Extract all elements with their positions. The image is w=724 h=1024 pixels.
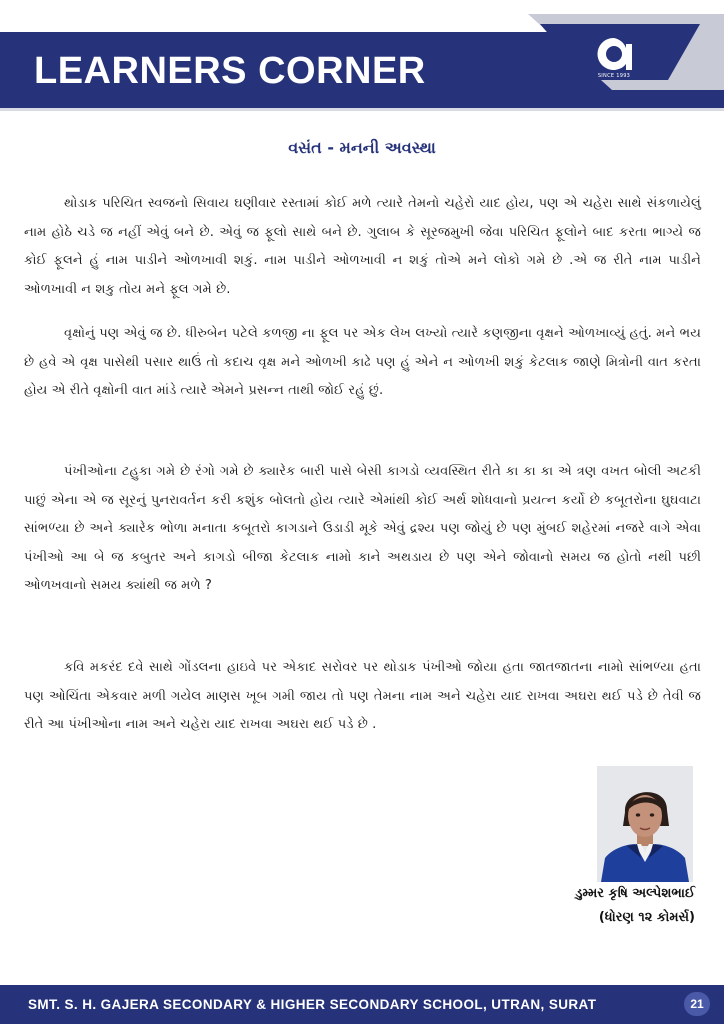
- article-paragraph-2: વૃક્ષોનું પણ એવું જ છે. ધીરુબેન પટેલે કળજી ના ફૂલ પર એક લેખ લખ્યો ત્યારે કણજીના વૃક્ષને ઓળખાવ્યું હતું. મને ભય છે હવે એ વૃક્ષ પાસેથી પસાર થાઉં તો કદાચ વૃક્ષ મને ઓળખી કાઢે પણ હું એને ન ઓળખી શકું કેટલાક જાણે મિત્રોની વાત કરતા હોય એ રીતે વૃક્ષોની વાત માંડે ત્યારે એમને પ્રસન્ન તાથી જોઈ રહું છું.: [24, 326, 701, 398]
- article-paragraph-3: પંખીઓના ટહુકા ગમે છે રંગો ગમે છે ક્યારેક બારી પાસે બેસી કાગડો વ્યવસ્થિત રીતે કા કા કા એ ત્રણ વખત બોલી અટકી પાછું એના એ જ સૂરનું પુનરાવર્તન કરી કશુંક બોલતો હોય ત્યારે એમાંથી કોઈ અર્થ શોધવાનો પ્રયત્ન કર્યો છે કબૂતરોના ઘુઘવાટા સાંભળ્યા છે અને ક્યારેક ભોળા મનાતા કબૂતરો કાગડાને ઉડાડી મૂકે એવું દ્રશ્ય પણ જોયું છે પણ મુંબઈ શહેરમાં નજરે વાગે એવા પંખીઓ આ બે જ કબુતર અને કાગડો બીજા કેટલાક નામો કાને અથડાય છે પણ એને જોવાનો સમય જ હોતો નથી પછી ઓળખવાનો સમય ક્યાંથી જ મળે ?: [24, 464, 701, 593]
- author-name: ડુમ્મર કૃષિ અલ્પેશભાઈ: [575, 886, 695, 901]
- section-title: LEARNERS CORNER: [34, 50, 426, 92]
- author-photo: [597, 766, 693, 882]
- school-logo-icon: [590, 34, 638, 74]
- page-number-badge: 21: [684, 992, 710, 1016]
- article-title: વસંત - મનની અવસ્થા: [288, 138, 436, 157]
- footer-school-name: SMT. S. H. GAJERA SECONDARY & HIGHER SECONDARY SCHOOL, UTRAN, SURAT: [28, 997, 597, 1012]
- logo-since-text: SINCE 1993: [597, 73, 631, 79]
- article-paragraph-4: કવિ મકરંદ દવે સાથે ગોંડલના હાઇવે પર એકાદ સરોવર પર થોડાક પંખીઓ જોયા હતા જાતજાતના નામો સાંભળ્યા હતા પણ ઓચિંતા એકવાર મળી ગયેલ માણસ ખૂબ ગમી જાય તો પણ તેમના નામ અને ચહેરા યાદ રાખવા અઘરા થઈ પડે છે તેવી જ રીતે આ પંખીઓના નામ અને ચહેરા યાદ રાખવા અઘરા થઈ પડે છે .: [24, 660, 701, 732]
- author-class: (ધોરણ ૧૨ કોમર્સ): [598, 910, 695, 925]
- article-paragraph-1: થોડાક પરિચિત સ્વજનો સિવાય ઘણીવાર રસ્તામાં કોઈ મળે ત્યારે તેમનો ચહેરો યાદ હોય, પણ એ ચહેરા સાથે સંકળાયેલું નામ હોઠે ચડે જ નહીં એવું બને છે. એવું જ ફૂલો સાથે બને છે. ગુલાબ કે સૂરજમુખી જેવા પરિચિત ફૂલોને બાદ કરતા ભાગ્યે જ કોઈ ફૂલને હું નામ પાડીને ઓળખાવી શકું. નામ પાડીને ઓળખાવી ન શકું તોએ મને લોકો ગમે છે .એ જ રીતે નામ પાડીને ઓળખાવી ન શકુ તોય મને ફૂલ ગમે છે.: [24, 196, 701, 297]
